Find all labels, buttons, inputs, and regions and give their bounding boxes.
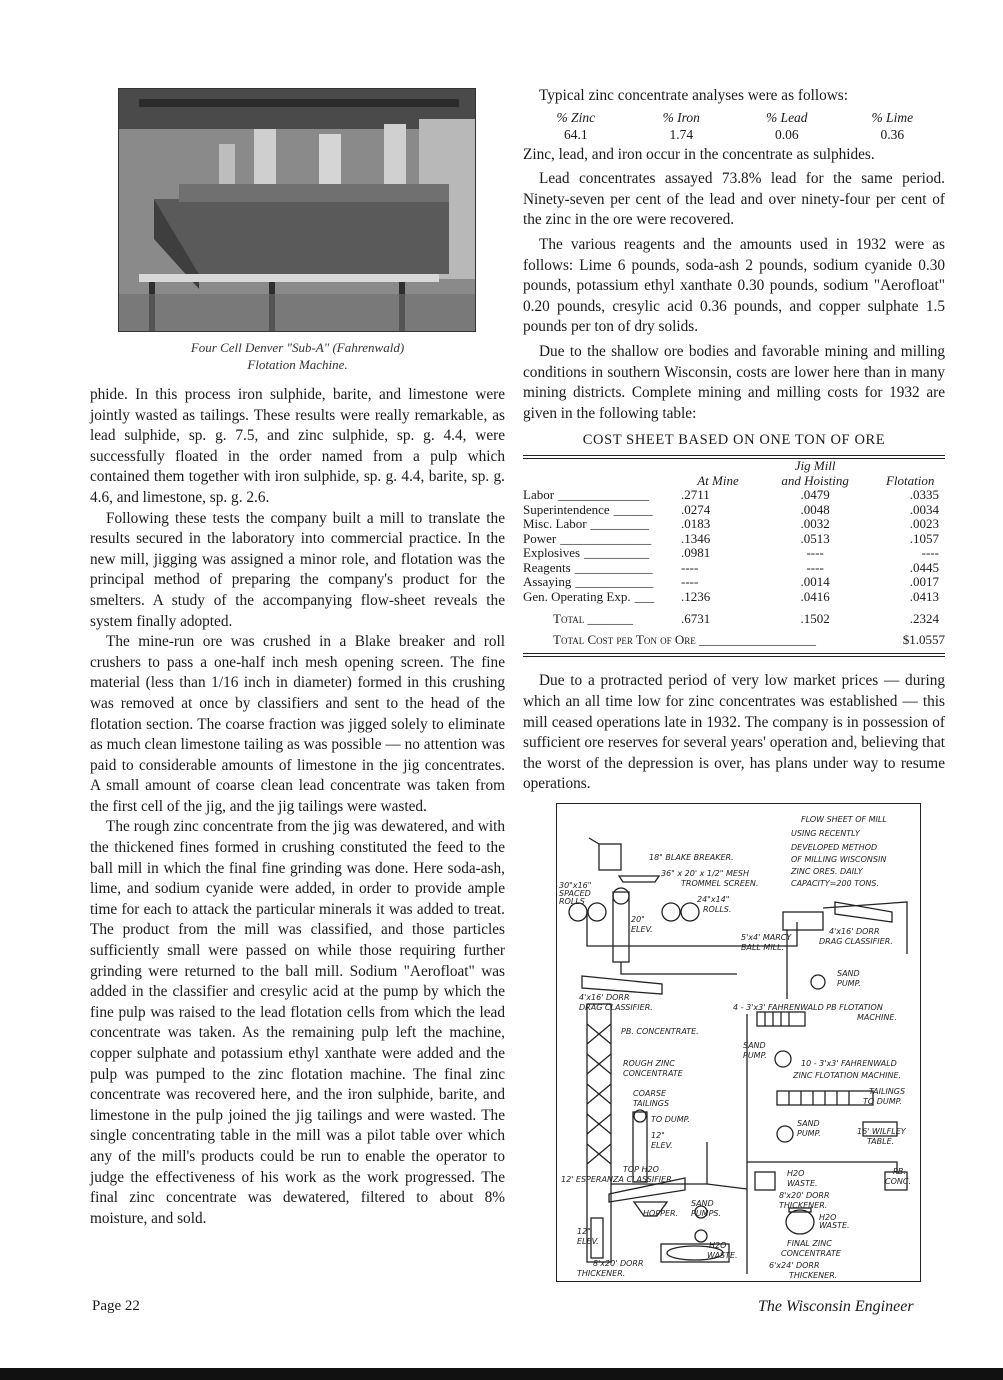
cost-label-text: Labor	[523, 488, 555, 503]
cost-label-dots: ___	[634, 589, 655, 604]
grand-total-value: $1.0557	[902, 631, 945, 647]
analysis-intro: Typical zinc concentrate analyses were as follows:	[539, 87, 848, 104]
flow-thick2-2: THICKENER.	[789, 1271, 838, 1280]
total-jig: .1502	[800, 611, 830, 627]
cost-label-dots: ______	[613, 502, 653, 517]
cost-row	[523, 590, 945, 605]
flow-rolls-b-2: ROLLS.	[703, 905, 732, 914]
cost-label	[523, 546, 681, 561]
right-paragraph-3: The various reagents and the amounts used in 1932 were as follows: Lime 6 pounds, soda-ash 2 pounds, sodium cyanide 0.30 pounds, potassium ethyl xanthate 0.30 pounds, sodium "Aerofloat" 0.20 pounds, cresylic acid 0.36 pounds, and copper sulphate 1.5 pounds per ton of dry solids.	[523, 235, 945, 336]
cost-jig: ----	[806, 559, 824, 575]
flow-rolls-a-2: SPACED	[559, 889, 591, 898]
flow-title-4: OF MILLING WISCONSIN	[791, 855, 887, 864]
grand-total-row	[523, 633, 945, 648]
analysis-value-lead: 0.06	[774, 126, 799, 142]
flow-final-2: CONCENTRATE	[781, 1249, 841, 1258]
col-jig-line-1: Jig Mill	[794, 458, 836, 474]
analysis-header-lime: % Lime	[871, 109, 914, 125]
cost-row	[523, 532, 945, 547]
cost-flot: .0445	[909, 559, 939, 575]
right-paragraph-2: Lead concentrates assayed 73.8% lead for the same period. Ninety-seven per cent of the lead and over ninety-four per cent of the zinc in the ore were recovered.	[523, 170, 945, 229]
cost-header-row	[523, 459, 945, 488]
cost-label-text: Power	[523, 531, 557, 546]
cost-label-text: Superintendence	[523, 502, 610, 517]
flow-pbconc: PB. CONCENTRATE.	[621, 1027, 699, 1036]
cost-mine: .1346	[681, 530, 711, 546]
flow-pbflot-1: 4 - 3'x3' FAHRENWALD PB FLOTATION	[733, 1003, 883, 1012]
flow-esperanza: 12' ESPERANZA CLASSIFIER	[561, 1175, 672, 1184]
flow-sheet-svg	[557, 804, 920, 1281]
cost-mine: ----	[681, 559, 699, 575]
cost-label-text: Reagents	[523, 560, 571, 575]
cost-jig: .0513	[800, 530, 830, 546]
caption-line-1: Four Cell Denver "Sub-A" (Fahrenwald)	[190, 340, 405, 355]
cost-flot: ----	[921, 545, 939, 561]
flow-rough-2: CONCENTRATE	[623, 1069, 683, 1078]
flow-coarse-1: COARSE	[633, 1089, 667, 1098]
left-paragraph-3: The mine-run ore was crushed in a Blake breaker and roll crushers to pass a one-half inch mesh opening screen. The fine material (less than 1/16 inch in diameter) formed in this crushing was removed at once by classifiers and sent to the head of the flotation section. The coarse fraction was jigged solely to eliminate as much clean limestone tailing as was possible — no attention was paid to considerable amounts of limestone in the jig concentrates. A small amount of coarse clean lead concentrate was taken from the first cell of the jig, and the jig tailings were wasted.	[90, 633, 505, 815]
analysis-value-iron: 1.74	[669, 126, 694, 142]
flow-ballmill-2: BALL MILL.	[741, 943, 785, 952]
flow-title-3: DEVELOPED METHOD	[791, 843, 878, 852]
cost-table	[523, 459, 945, 647]
cost-flot: .0034	[909, 501, 939, 517]
flow-trommel-2: TROMMEL SCREEN.	[681, 879, 759, 888]
flow-rolls-a-1: 30"x16"	[559, 881, 592, 890]
flow-h2o-waste3-2: WASTE.	[707, 1251, 738, 1260]
flow-drag1-2: DRAG CLASSIFIER.	[819, 937, 893, 946]
flow-top-h2o: TOP H2O	[623, 1165, 659, 1174]
analysis-value-zinc: 64.1	[563, 126, 588, 142]
flow-drag2-1: 4'x16' DORR	[579, 993, 630, 1002]
flow-h2o-waste-1: H2O	[787, 1169, 805, 1178]
cost-label-dots: ______________	[558, 488, 650, 503]
flow-trommel-1: 36" x 20' x 1/2" MESH	[661, 869, 750, 878]
cost-row	[523, 488, 945, 503]
cost-table-title: COST SHEET BASED ON ONE TON OF ORE	[582, 432, 886, 449]
flow-znflot-1: 10 - 3'x3' FAHRENWALD	[801, 1059, 897, 1068]
flow-sandpump3-2: PUMP.	[797, 1129, 821, 1138]
cost-row	[523, 561, 945, 576]
cost-label	[523, 590, 681, 605]
cost-label-dots: ____________	[574, 560, 653, 575]
flow-tailings-1: TAILINGS	[869, 1087, 906, 1096]
flow-coarse-3: TO DUMP.	[651, 1115, 690, 1124]
flow-sandpump3-1: SAND	[797, 1119, 820, 1128]
flow-elev12b-1: 12"	[577, 1227, 591, 1236]
analysis-value-lime: 0.36	[880, 126, 905, 142]
cost-label-dots: _________	[590, 517, 650, 532]
total-dots: _______	[587, 612, 633, 627]
flow-sandpump1-1: SAND	[837, 969, 860, 978]
flow-elev12b-2: ELEV.	[577, 1237, 599, 1246]
flotation-machine-photo	[118, 88, 476, 332]
analysis-header-zinc: % Zinc	[556, 109, 596, 125]
analysis-header-lead: % Lead	[765, 109, 808, 125]
flow-wilfley-2: TABLE.	[867, 1137, 895, 1146]
flow-drag1-1: 4'x16' DORR	[829, 927, 880, 936]
cost-label-text: Misc. Labor	[523, 517, 587, 532]
flow-title-6: CAPACITY=200 TONS.	[791, 879, 879, 888]
total-flot: .2324	[909, 611, 939, 627]
grand-total-dots: __________________	[699, 631, 816, 647]
flow-title-1: FLOW SHEET OF MILL	[801, 815, 887, 824]
cost-jig: ----	[806, 545, 824, 561]
flow-elev20-1: 20"	[631, 915, 645, 924]
col-flotation: Flotation	[885, 472, 935, 488]
cost-jig: .0479	[800, 487, 830, 503]
flow-sandpump1-2: PUMP.	[837, 979, 861, 988]
flow-thick3-2: THICKENER.	[577, 1269, 626, 1278]
scan-bottom-edge	[0, 1368, 1003, 1380]
flow-title-2: USING RECENTLY	[791, 829, 860, 838]
right-column	[523, 86, 945, 795]
closing-paragraph: Due to a protracted period of very low market prices — during which an all time low for zinc concentrates was established — this mill ceased operations late in 1932. The company is in possession of sufficient ore reserves for several years' operation and, believing that the worst of the depression is over, has plans under way to resume operations.	[523, 672, 945, 793]
flow-sandpump2-2: PUMP.	[743, 1051, 767, 1060]
journal-name: The Wisconsin Engineer	[758, 1298, 914, 1315]
cost-mine: .0183	[681, 516, 711, 532]
left-paragraph-4: The rough zinc concentrate from the jig was dewatered, and with the thickened fines formed in crushing constituted the feed to the ball mill in which the final fine grinding was done. Here soda-ash, lime, and sodium cyanide were added, in order to provide ample time for each to attack the particular minerals it was added to treat. The product from the mill was classified, and those particles sufficiently small were passed on while those requiring further grinding were returned to the ball mill. Sodium "Aerofloat" was added in the classifier and cresylic acid at the pump by which the fine pulp was raised to the lead flotation cells from which the lead concentrate was taken. As the remaining pulp left the machine, copper sulphate and potassium ethyl xanthate were added and the pulp was pumped to the zinc flotation machine. The final zinc concentrate was recovered here, and the iron sulphide, barite, and limestone in the pulp joined the jig tailings and were wasted. The single concentrating table in the mill was a pilot table over which any of the mill's products could be run to enable the operator to judge the effectiveness of his work as the work progressed. The final zinc concentrate was dewatered, filtered to about 8% moisture, and sold.	[90, 818, 505, 1227]
flow-elev20-2: ELEV.	[631, 925, 653, 934]
cost-flot: .1057	[909, 530, 939, 546]
flow-sandpumps-1: SAND	[691, 1199, 714, 1208]
flow-znflot-2: ZINC FLOTATION MACHINE.	[793, 1071, 902, 1080]
cost-jig: .0014	[800, 574, 830, 590]
analysis-table	[523, 109, 945, 143]
cost-jig: .0032	[800, 516, 830, 532]
cost-jig: .0416	[800, 588, 830, 604]
flow-thick3-1: 8'x20' DORR	[593, 1259, 644, 1268]
flow-sandpump2-1: SAND	[743, 1041, 766, 1050]
cost-label-text: Explosives	[523, 546, 581, 561]
total-label: Total	[553, 612, 585, 627]
cost-flot: .0023	[909, 516, 939, 532]
flow-elev12a-1: 12"	[651, 1131, 665, 1140]
col-jig-line-2: and Hoisting	[781, 472, 849, 488]
flow-tailings-2: TO DUMP.	[863, 1097, 902, 1106]
cost-mine: .0981	[681, 545, 711, 561]
flow-thick2-1: 6'x24' DORR	[769, 1261, 820, 1270]
cost-mine: .0274	[681, 501, 711, 517]
col-jig-mill	[755, 459, 875, 488]
flow-pbconc2-1: PB.	[893, 1167, 906, 1176]
cost-row	[523, 517, 945, 532]
cost-label	[523, 532, 681, 547]
left-paragraph-2: Following these tests the company built a mill to translate the results secured in the laboratory into commercial practice. In the new mill, jigging was assigned a minor role, and flotation was the principal method of preparing the company's product for the smelters. A study of the accompanying flow-sheet reveals the system finally adopted.	[90, 509, 505, 630]
right-paragraph-1: Zinc, lead, and iron occur in the concentrate as sulphides.	[523, 145, 875, 163]
left-column	[90, 88, 505, 1229]
flow-blake: 18" BLAKE BREAKER.	[649, 853, 734, 862]
grand-total-label: Total Cost per Ton of Ore	[553, 631, 696, 647]
flow-wilfley-1: 16' WILFLEY	[857, 1127, 906, 1136]
col-at-mine: At Mine	[697, 472, 739, 488]
cost-jig: .0048	[800, 501, 830, 517]
flow-pbflot-2: MACHINE.	[857, 1013, 897, 1022]
cost-label	[523, 561, 681, 576]
flow-drag2-2: DRAG CLASSIFIER.	[579, 1003, 653, 1012]
page-number: Page 22	[92, 1298, 140, 1314]
flow-hopper: HOPPER.	[643, 1209, 679, 1218]
cost-label	[523, 575, 681, 590]
cost-flot: .0335	[909, 487, 939, 503]
flow-thick1-1: 8'x20' DORR	[779, 1191, 830, 1200]
total-mine: .6731	[681, 611, 711, 627]
flow-sheet-diagram	[556, 803, 921, 1282]
flow-ballmill-1: 5'x4' MARCY	[741, 933, 792, 942]
cost-label-dots: __________	[584, 546, 650, 561]
cost-label-text: Gen. Operating Exp.	[523, 589, 631, 604]
cost-label-dots: ______________	[560, 531, 652, 546]
cost-label-dots: ____________	[575, 575, 654, 590]
flow-elev12a-2: ELEV.	[651, 1141, 673, 1150]
total-row	[523, 612, 945, 627]
cost-mine: .1236	[681, 588, 711, 604]
cost-mine: .2711	[681, 487, 710, 503]
photo-caption	[90, 339, 505, 373]
cost-row	[523, 503, 945, 518]
flow-h2o-waste2-1: H2O	[819, 1213, 837, 1222]
flow-title-5: ZINC ORES. DAILY	[791, 867, 863, 876]
cost-label-text: Assaying	[523, 575, 572, 590]
flow-rolls-b-1: 24"x14"	[697, 895, 730, 904]
flow-h2o-waste3-1: H2O	[709, 1241, 727, 1250]
cost-label	[523, 488, 681, 503]
flow-final-1: FINAL ZINC	[787, 1239, 832, 1248]
cost-flot: .0017	[909, 574, 939, 590]
cost-label	[523, 517, 681, 532]
left-paragraph-1: phide. In this process iron sulphide, barite, and limestone were jointly wasted as tailings. These results were really remarkable, as lead sulphide, sp. g. 7.5, and zinc sulphide, sp. g. 4.4, were successfully floated in the order named from a pulp which contained them together with iron sulphide, sp. g. 4.4, barite, sp. g. 4.6, and limestone, sp. g. 2.6.	[90, 386, 505, 506]
cost-row	[523, 546, 945, 561]
cost-table-bottom-rule	[523, 653, 945, 657]
cost-flot: .0413	[909, 588, 939, 604]
flow-thick1-2: THICKENER.	[779, 1201, 828, 1210]
cost-row	[523, 575, 945, 590]
cost-label	[523, 503, 681, 518]
flow-coarse-2: TAILINGS	[633, 1099, 670, 1108]
flow-rolls-a-3: ROLLS	[559, 897, 585, 906]
right-paragraph-4: Due to the shallow ore bodies and favorable mining and milling conditions in southern Wisconsin, costs are lower here than in many mining districts. Complete mining and milling costs for 1932 are given in the following table:	[523, 342, 945, 422]
flow-rough-1: ROUGH ZINC	[623, 1059, 675, 1068]
analysis-header-iron: % Iron	[662, 109, 700, 125]
flow-pbconc2-2: CONC.	[885, 1177, 911, 1186]
cost-mine: ----	[681, 574, 699, 590]
flow-h2o-waste2-2: WASTE.	[819, 1221, 850, 1230]
flow-h2o-waste-2: WASTE.	[787, 1179, 818, 1188]
caption-line-2: Flotation Machine.	[247, 357, 348, 372]
photo-illustration	[119, 89, 475, 331]
flow-sandpumps-2: PUMPS.	[691, 1209, 722, 1218]
